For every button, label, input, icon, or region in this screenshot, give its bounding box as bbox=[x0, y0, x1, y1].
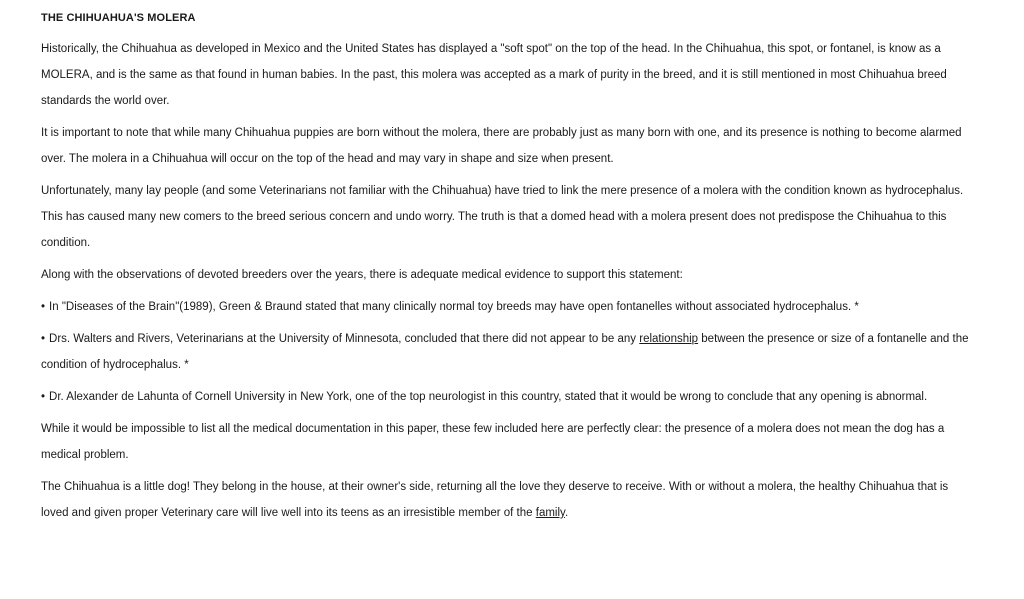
document-title: THE CHIHUAHUA'S MOLERA bbox=[41, 12, 196, 24]
relationship-link[interactable]: relationship bbox=[639, 333, 699, 345]
bullet-text: In "Diseases of the Brain"(1989), Green & Braund stated that many clinically normal toy breeds may have open fontanelles without associated hydrocephalus. * bbox=[49, 301, 859, 313]
paragraph-documentation: While it would be impossible to list all the medical documentation in this paper, these few included here are perfectly clear: the presence of a molera does not mean the dog has a medical problem. bbox=[41, 423, 945, 461]
bullet-walters-rivers bbox=[41, 326, 971, 378]
paragraph-history: Historically, the Chihuahua as developed in Mexico and the United States has displayed a "soft spot" on the top of the head. In the Chihuahua, this spot, or fontanel, is know as a MOLERA, and is the same as that found in human babies. In the past, this molera was accepted as a mark of purity in the breed, and it is still mentioned in most Chihuahua breed standards the world over. bbox=[41, 43, 947, 107]
conclusion-text: The Chihuahua is a little dog! They belong in the house, at their owner's side, returning all the love they deserve to receive. With or without a molera, the healthy Chihuahua that is loved and given proper Veterinary care will live well into its teens as an irresistible member of the bbox=[41, 481, 949, 519]
bullet-diseases-of-brain bbox=[41, 294, 971, 320]
document-page bbox=[41, 9, 971, 532]
paragraph-evidence-intro: Along with the observations of devoted breeders over the years, there is adequate medical evidence to support this statement: bbox=[41, 269, 683, 281]
family-link[interactable]: family bbox=[535, 507, 565, 519]
bullet-icon: • bbox=[41, 333, 46, 345]
bullet-icon: • bbox=[41, 391, 46, 403]
paragraph-conclusion bbox=[41, 474, 971, 526]
bullet-de-lahunta bbox=[41, 384, 971, 410]
paragraph-hydrocephalus: Unfortunately, many lay people (and some Veterinarians not familiar with the Chihuahua) have tried to link the mere presence of a molera with the condition known as hydrocephalus. This has caused many new comers to the breed serious concern and undo worry. The truth is that a domed head with a molera present does not predispose the Chihuahua to this condition. bbox=[41, 185, 964, 249]
bullet-text: between the presence or size of a fontanelle and the condition of hydrocephalus. * bbox=[41, 333, 969, 371]
conclusion-period: . bbox=[564, 507, 569, 519]
bullet-text: Dr. Alexander de Lahunta of Cornell University in New York, one of the top neurologist in this country, stated that it would be wrong to conclude that any opening is abnormal. bbox=[49, 391, 928, 403]
bullet-text: Drs. Walters and Rivers, Veterinarians at the University of Minnesota, concluded that there did not appear to be any bbox=[49, 333, 640, 345]
paragraph-puppies: It is important to note that while many Chihuahua puppies are born without the molera, there are probably just as many born with one, and its presence is nothing to become alarmed over. The molera in a Chihuahua will occur on the top of the head and may vary in shape and size when present. bbox=[41, 127, 962, 165]
bullet-icon: • bbox=[41, 301, 46, 313]
